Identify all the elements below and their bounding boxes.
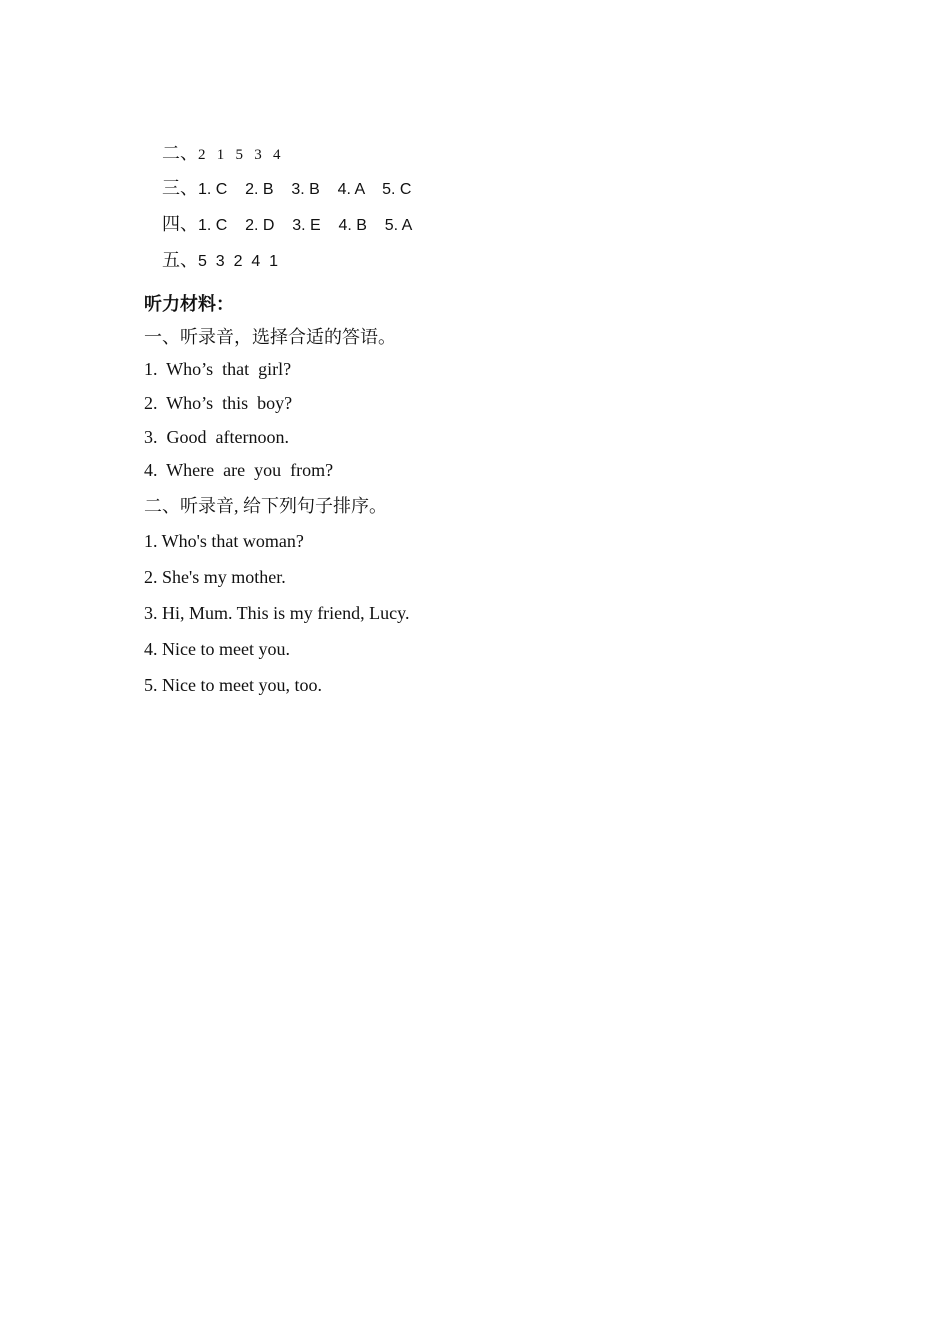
section-1-item: 3. Good afternoon.: [144, 427, 289, 447]
section-2-item: 1. Who's that woman?: [144, 531, 304, 551]
section-2-item: 5. Nice to meet you, too.: [144, 675, 322, 695]
section-2-item: 4. Nice to meet you.: [144, 639, 290, 659]
answer-line-3-prefix: 三、: [162, 178, 198, 198]
answer-line-5-text: 5 3 2 4 1: [198, 253, 279, 270]
section-1-item: 4. Where are you from?: [144, 460, 334, 480]
listening-heading: 听力材料：: [144, 294, 234, 314]
section-2-title: 二、听录音, 给下列句子排序。: [144, 496, 387, 516]
section-1-item: 2. Who’s this boy?: [144, 393, 293, 413]
section-1-item: 1. Who’s that girl?: [144, 359, 292, 379]
answer-line-4-prefix: 四、: [162, 214, 198, 234]
section-2-item: 3. Hi, Mum. This is my friend, Lucy.: [144, 603, 410, 623]
section-2-item: 2. She's my mother.: [144, 567, 286, 587]
answer-line-3-text: 1. C 2. B 3. B 4. A 5. C: [198, 181, 412, 198]
answer-line-2-text: 2 1 5 3 4: [198, 147, 281, 163]
section-1-title: 一、听录音，选择合适的答语。: [144, 327, 396, 347]
answer-line-5: [144, 224, 278, 298]
answer-line-4-text: 1. C 2. D 3. E 4. B 5. A: [198, 217, 413, 234]
answer-line-5-prefix: 五、: [162, 250, 198, 270]
answer-line-2-prefix: 二、: [162, 143, 198, 163]
